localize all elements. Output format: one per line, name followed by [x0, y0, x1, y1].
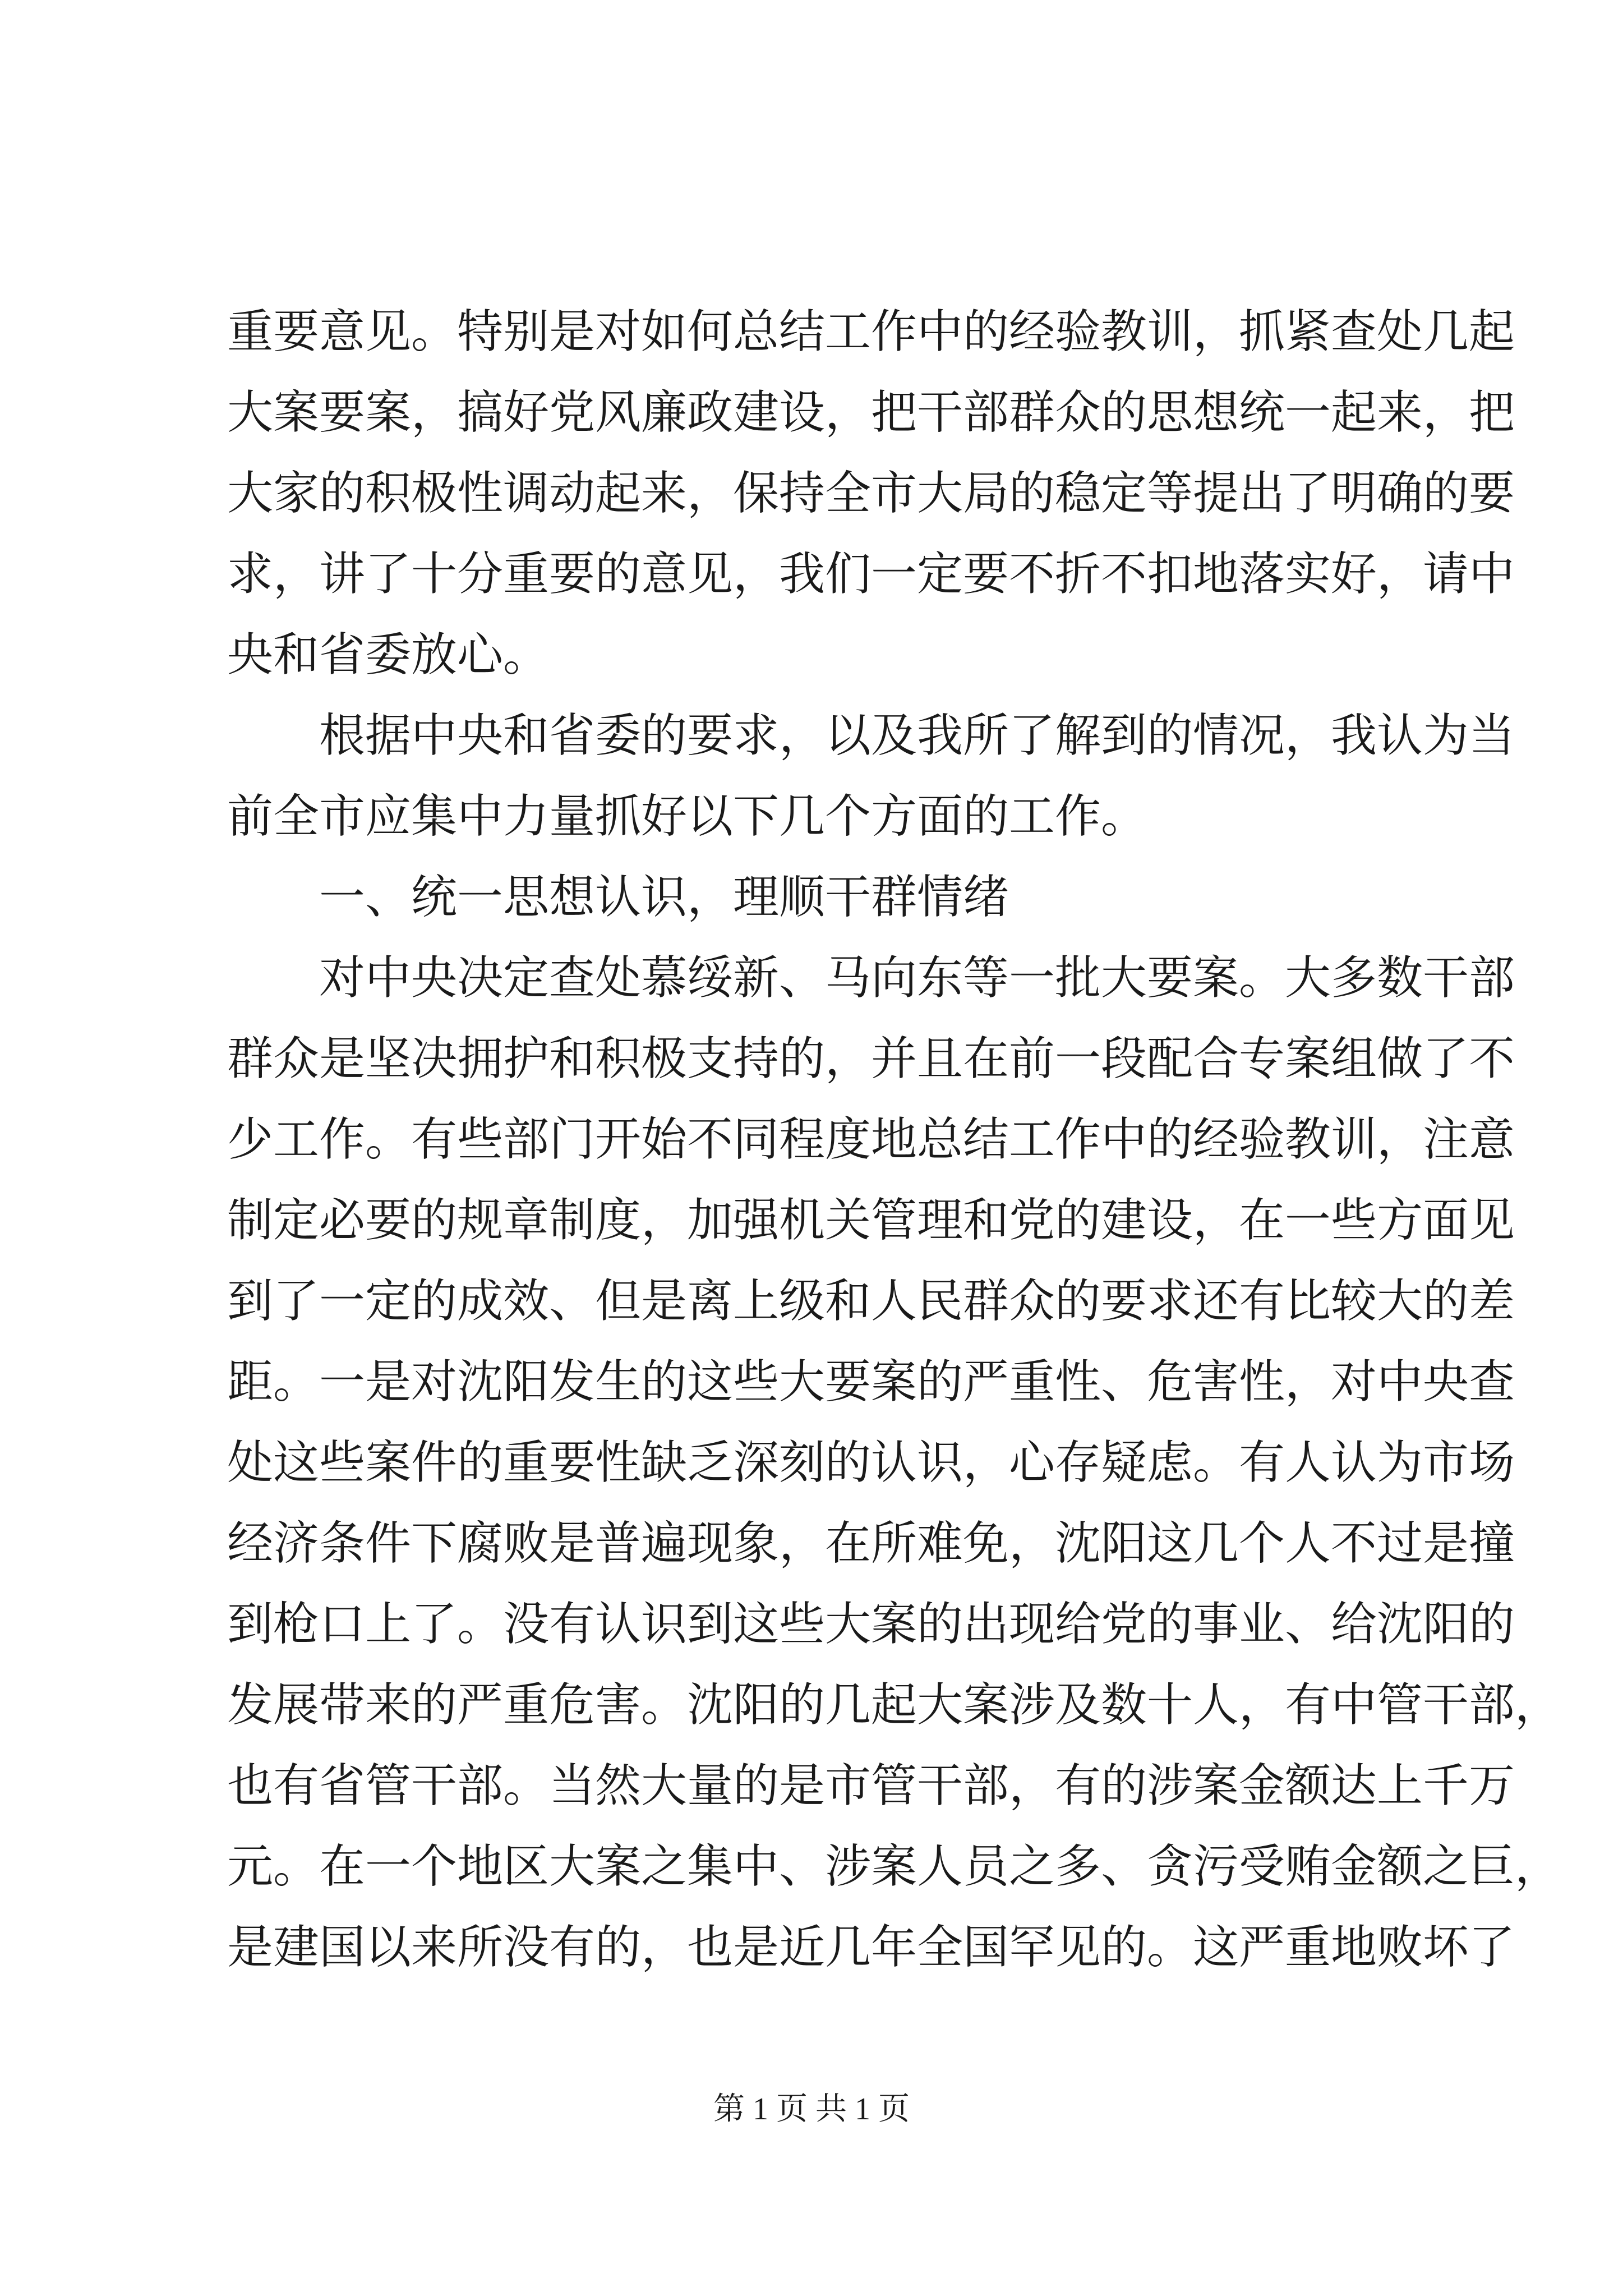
paragraph-line: 到了一定的成效、但是离上级和人民群众的要求还有比较大的差 — [227, 1274, 1515, 1328]
paragraph-line: 大案要案，搞好党风廉政建设，把干部群众的思想统一起来，把 — [227, 386, 1515, 439]
paragraph-line: 根据中央和省委的要求，以及我所了解到的情况，我认为当 — [319, 709, 1515, 762]
paragraph-line: 也有省管干部。当然大量的是市管干部，有的涉案金额达上千万 — [227, 1759, 1515, 1812]
paragraph-line: 到枪口上了。没有认识到这些大案的出现给党的事业、给沈阳的 — [227, 1598, 1515, 1651]
paragraph-line: 大家的积极性调动起来，保持全市大局的稳定等提出了明确的要 — [227, 467, 1515, 520]
page-number-footer: 第 1 页 共 1 页 — [713, 2092, 910, 2127]
section-heading: 一、统一思想认识，理顺干群情绪 — [319, 871, 1009, 924]
paragraph-line: 少工作。有些部门开始不同程度地总结工作中的经验教训，注意 — [227, 1113, 1515, 1166]
paragraph-line: 对中央决定查处慕绥新、马向东等一批大要案。大多数干部 — [319, 951, 1515, 1005]
paragraph-line: 距。一是对沈阳发生的这些大要案的严重性、危害性，对中央查 — [227, 1355, 1515, 1409]
paragraph-line: 前全市应集中力量抓好以下几个方面的工作。 — [227, 790, 1147, 843]
paragraph-line: 求，讲了十分重要的意见，我们一定要不折不扣地落实好，请中 — [227, 547, 1515, 601]
paragraph-line: 央和省委放心。 — [227, 628, 550, 682]
document-body — [227, 292, 1561, 1988]
paragraph-line: 重要意见。特别是对如何总结工作中的经验教训，抓紧查处几起 — [227, 305, 1515, 358]
paragraph-line: 元。在一个地区大案之集中、涉案人员之多、贪污受贿金额之巨， — [227, 1840, 1561, 1893]
paragraph-line: 群众是坚决拥护和积极支持的，并且在前一段配合专案组做了不 — [227, 1032, 1515, 1085]
paragraph-line: 发展带来的严重危害。沈阳的几起大案涉及数十人，有中管干部， — [227, 1678, 1561, 1732]
paragraph-line: 是建国以来所没有的，也是近几年全国罕见的。这严重地败坏了 — [227, 1921, 1515, 1974]
paragraph-line: 经济条件下腐败是普遍现象，在所难免，沈阳这几个人不过是撞 — [227, 1517, 1515, 1570]
paragraph-line: 制定必要的规章制度，加强机关管理和党的建设，在一些方面见 — [227, 1194, 1515, 1247]
paragraph-line: 处这些案件的重要性缺乏深刻的认识，心存疑虑。有人认为市场 — [227, 1436, 1515, 1489]
